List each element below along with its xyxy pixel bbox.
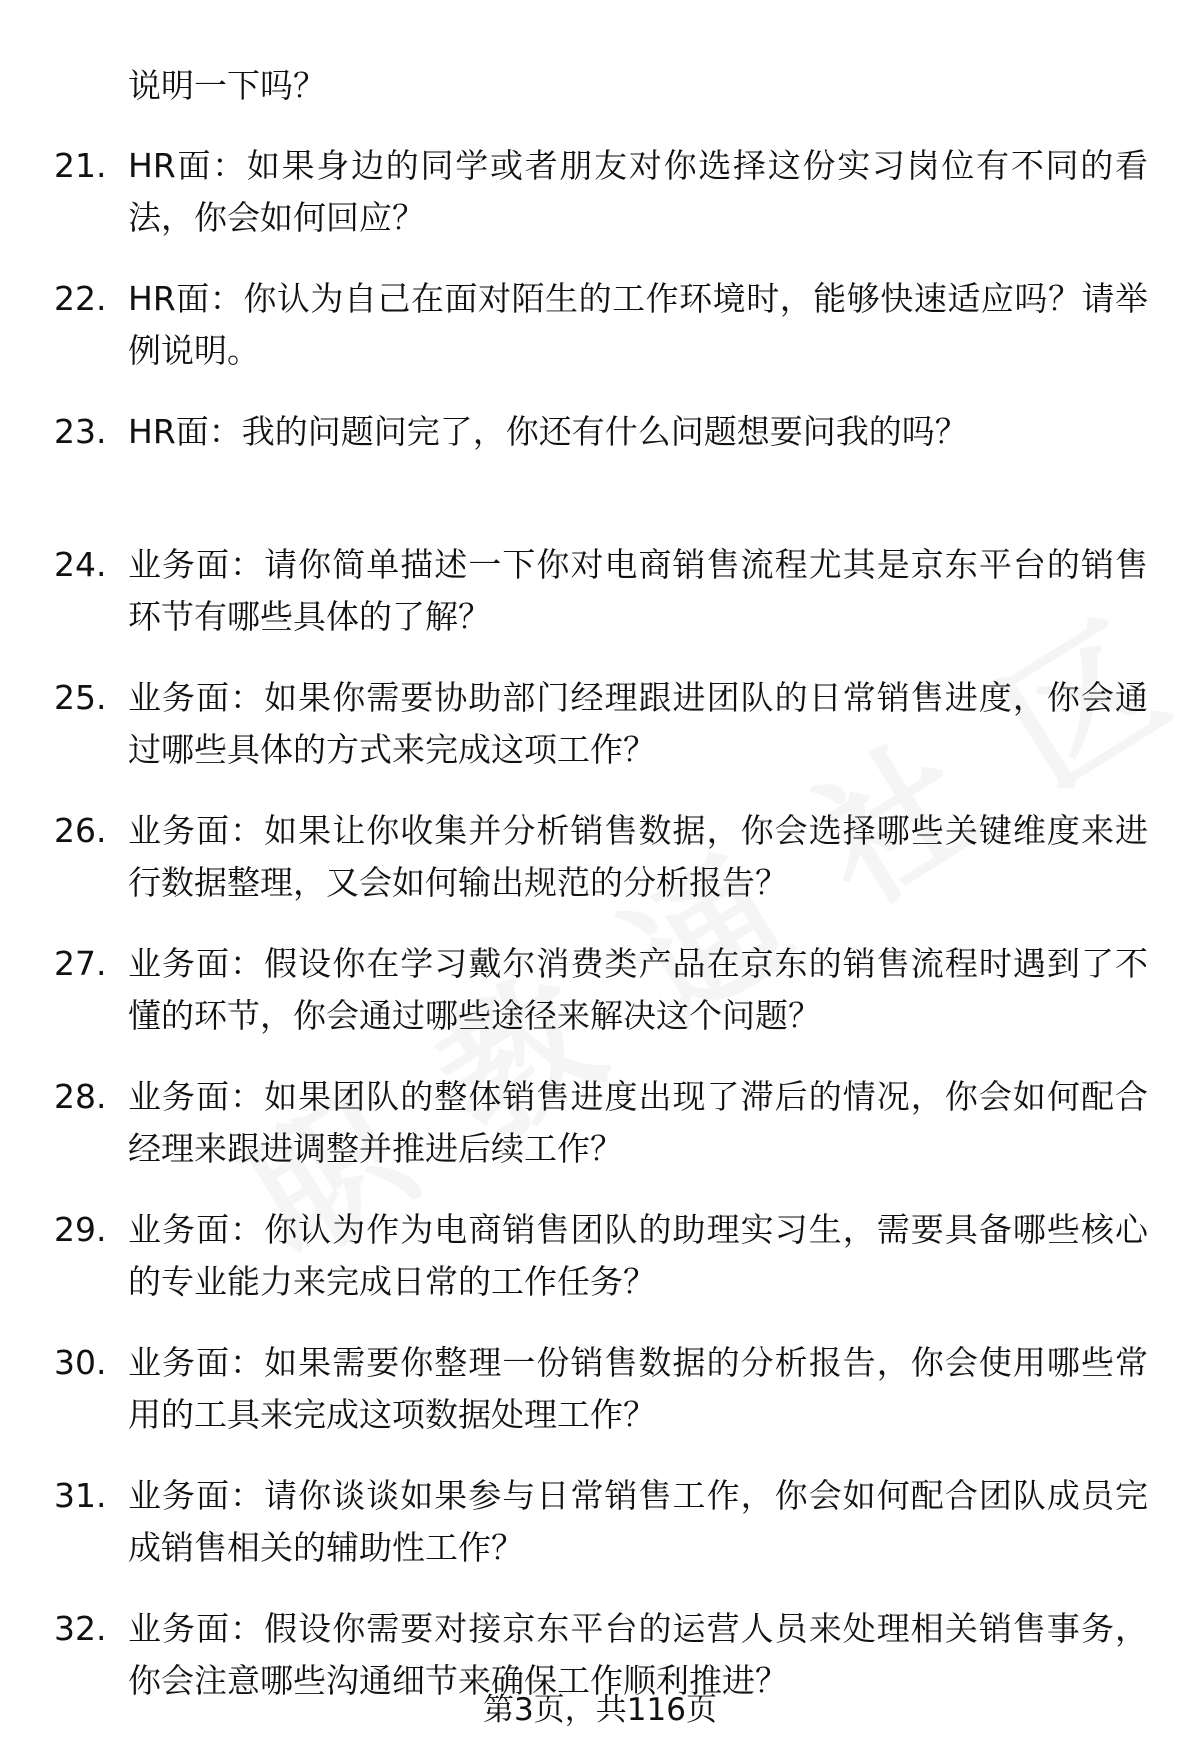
question-text: HR面：你认为自己在面对陌生的工作环境时，能够快速适应吗？请举例说明。 (128, 279, 1148, 370)
question-item (0, 140, 1200, 273)
question-text: 业务面：请你简单描述一下你对电商销售流程尤其是京东平台的销售环节有哪些具体的了解？ (128, 545, 1148, 636)
question-item (0, 1071, 1200, 1204)
question-item (0, 672, 1200, 805)
question-number: 31. (54, 1476, 107, 1515)
question-number: 28. (54, 1077, 107, 1116)
question-item (0, 805, 1200, 938)
question-item (0, 938, 1200, 1071)
question-text: HR面：如果身边的同学或者朋友对你选择这份实习岗位有不同的看法，你会如何回应？ (128, 146, 1148, 237)
question-number: 30. (54, 1343, 107, 1382)
question-text: 业务面：你认为作为电商销售团队的助理实习生，需要具备哪些核心的专业能力来完成日常的工作任务？ (128, 1210, 1148, 1301)
continuation-text: 说明一下吗？ (128, 66, 326, 105)
page-footer: 第3页，共116页 (483, 1692, 717, 1728)
question-text: 业务面：请你谈谈如果参与日常销售工作，你会如何配合团队成员完成销售相关的辅助性工作？ (128, 1476, 1148, 1567)
question-item (0, 1337, 1200, 1470)
question-item (0, 406, 1200, 539)
question-number: 29. (54, 1210, 107, 1249)
question-number: 22. (54, 279, 107, 318)
question-text: 业务面：如果团队的整体销售进度出现了滞后的情况，你会如何配合经理来跟进调整并推进后续工作？ (128, 1077, 1148, 1168)
question-text: 业务面：如果需要你整理一份销售数据的分析报告，你会使用哪些常用的工具来完成这项数据处理工作？ (128, 1343, 1148, 1434)
question-text: 业务面：如果你需要协助部门经理跟进团队的日常销售进度，你会通过哪些具体的方式来完成这项工作？ (128, 678, 1148, 769)
question-text: HR面：我的问题问完了，你还有什么问题想要问我的吗？ (128, 412, 968, 451)
question-number: 23. (54, 412, 107, 451)
question-text: 业务面：假设你在学习戴尔消费类产品在京东的销售流程时遇到了不懂的环节，你会通过哪些途径来解决这个问题？ (128, 944, 1148, 1035)
question-text: 业务面：假设你需要对接京东平台的运营人员来处理相关销售事务，你会注意哪些沟通细节来确保工作顺利推进？ (128, 1609, 1148, 1700)
question-item (0, 1204, 1200, 1337)
question-number: 24. (54, 545, 107, 584)
question-item (0, 539, 1200, 672)
question-number: 26. (54, 811, 107, 850)
question-item (0, 1470, 1200, 1603)
question-item (0, 273, 1200, 406)
question-number: 27. (54, 944, 107, 983)
question-number: 32. (54, 1609, 107, 1648)
question-list (0, 140, 1200, 1736)
question-text: 业务面：如果让你收集并分析销售数据，你会选择哪些关键维度来进行数据整理，又会如何输出规范的分析报告？ (128, 811, 1148, 902)
question-number: 25. (54, 678, 107, 717)
question-number: 21. (54, 146, 107, 185)
